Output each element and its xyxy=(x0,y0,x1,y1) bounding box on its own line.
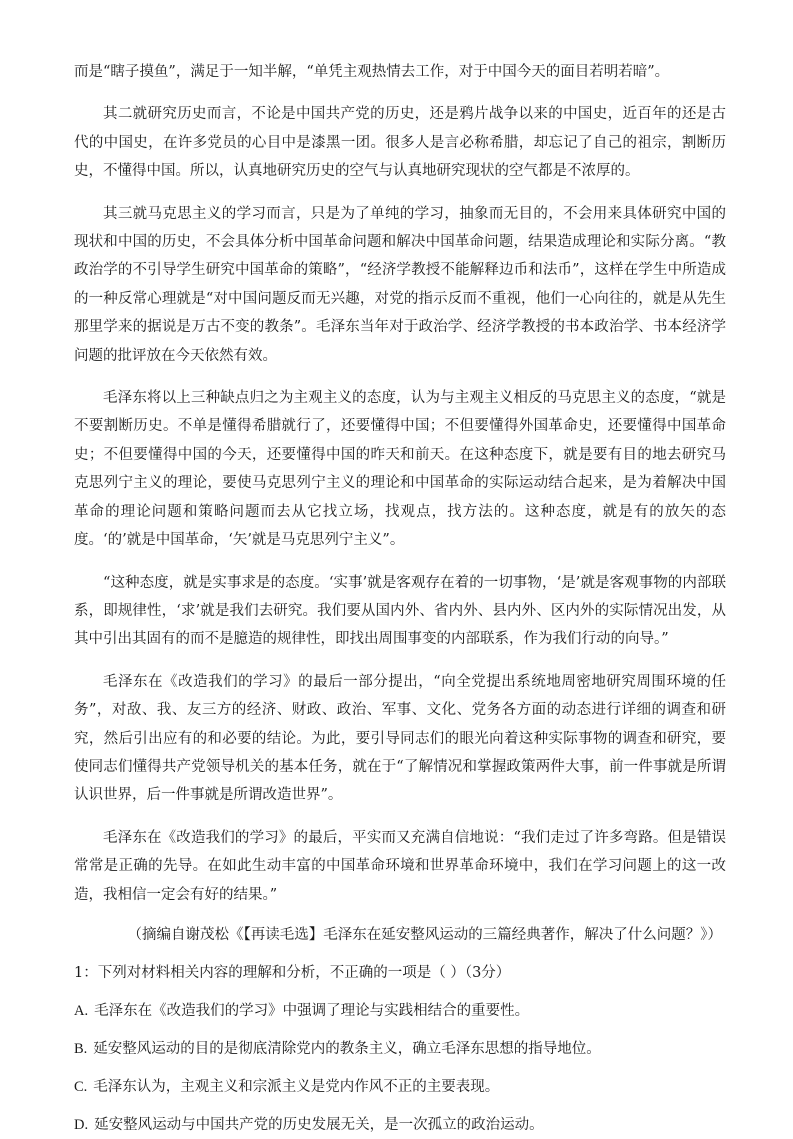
option-c-letter: C. xyxy=(74,1078,88,1095)
paragraph-marxism-study: 其三就马克思主义的学习而言，只是为了单纯的学习，抽象而无目的，不会用来具体研究中国的现状和中国的历史，不会具体分析中国革命问题和解决中国革命问题，结果造成理论和实际分离。“教政治学的不引导学生研究中国革命的策略”，“经济学教授不能解释边币和法币”，这样在学生中所造成的一种反常心理就是“对中国问题反而无兴趣，对党的指示反而不重视，他们一心向往的，就是从先生那里学来的据说是万古不变的教条”。毛泽东当年对于政治学、经济学教授的书本政治学、书本经济学问题的批评放在今天依然有效。 xyxy=(74,205,726,364)
paragraph-seek-truth: “这种态度，就是实事求是的态度。‘实事’就是客观存在着的一切事物，‘是’就是客观事物的内部联系，即规律性，‘求’就是我们去研究。我们要从国内外、省内外、县内外、区内外的实际情况出发，从其中引出其固有的而不是臆造的规律性，即找出周围事变的内部联系，作为我们行动的向导。” xyxy=(74,574,726,648)
option-a[interactable] xyxy=(74,997,726,1025)
option-b-text: 延安整风运动的目的是彻底清除党内的教条主义，确立毛泽东思想的指导地位。 xyxy=(93,1040,601,1057)
document-page xyxy=(74,58,726,1139)
option-a-text: 毛泽东在《改造我们的学习》中强调了理论与实践相结合的重要性。 xyxy=(94,1002,530,1019)
paragraph-conclusion: 毛泽东在《改造我们的学习》的最后，平实而又充满自信地说：“我们走过了许多弯路。但是错误常常是正确的先导。在如此生动丰富的中国革命环境和世界革命环境中，我们在学习问题上的这一改造，我相信一定会有好的结果。” xyxy=(74,829,726,903)
option-a-letter: A. xyxy=(74,1002,89,1019)
option-d-text: 延安整风运动与中国共产党的历史发展无关，是一次孤立的政治运动。 xyxy=(94,1116,544,1133)
option-b[interactable] xyxy=(74,1035,726,1063)
paragraph-subjectivism: 毛泽东将以上三种缺点归之为主观主义的态度，认为与主观主义相反的马克思主义的态度，“就是不要割断历史。不单是懂得希腊就行了，还要懂得中国；不但要懂得外国革命史，还要懂得中国革命史；不但要懂得中国的今天，还要懂得中国的昨天和前天。在这种态度下，就是要有目的地去研究马克思列宁主义的理论，要使马克思列宁主义的理论和中国革命的实际运动结合起来，是为着解决中国革命的理论问题和策略问题而去从它找立场，找观点，找方法的。这种态度，就是有的放矢的态度。‘的’就是中国革命，‘矢’就是马克思列宁主义”。 xyxy=(74,390,726,549)
option-c-text: 毛泽东认为，主观主义和宗派主义是党内作风不正的主要表现。 xyxy=(93,1078,500,1095)
source-citation: （摘编自谢茂松《【再读毛选】毛泽东在延安整风运动的三篇经典著作，解决了什么问题？》） xyxy=(127,926,722,943)
option-d[interactable] xyxy=(74,1111,726,1139)
paragraph-continuation: 而是“瞎子摸鱼”，满足于一知半解，“单凭主观热情去工作，对于中国今天的面目若明若暗”。 xyxy=(74,64,670,80)
question-stem: 1：下列对材料相关内容的理解和分析，不正确的一项是（ ）（3分） xyxy=(74,964,511,981)
option-d-letter: D. xyxy=(74,1116,89,1133)
paragraph-environment-study: 毛泽东在《改造我们的学习》的最后一部分提出，“向全党提出系统地周密地研究周围环境的任务”，对敌、我、友三方的经济、财政、政治、军事、文化、党务各方面的动态进行详细的调查和研究，然后引出应有的和必要的结论。为此，要引导同志们的眼光向着这种实际事物的调查和研究，要使同志们懂得共产党领导机关的基本任务，就在于“了解情况和掌握政策两件大事，前一件事就是所谓认识世界，后一件事就是所谓改造世界”。 xyxy=(74,673,726,804)
option-b-letter: B. xyxy=(74,1040,88,1057)
paragraph-history: 其二就研究历史而言，不论是中国共产党的历史，还是鸦片战争以来的中国史，近百年的还是古代的中国史，在许多党员的心目中是漆黑一团。很多人是言必称希腊，却忘记了自己的祖宗，割断历史，不懂得中国。所以，认真地研究历史的空气与认真地研究现状的空气都是不浓厚的。 xyxy=(74,106,726,180)
option-c[interactable] xyxy=(74,1073,726,1101)
